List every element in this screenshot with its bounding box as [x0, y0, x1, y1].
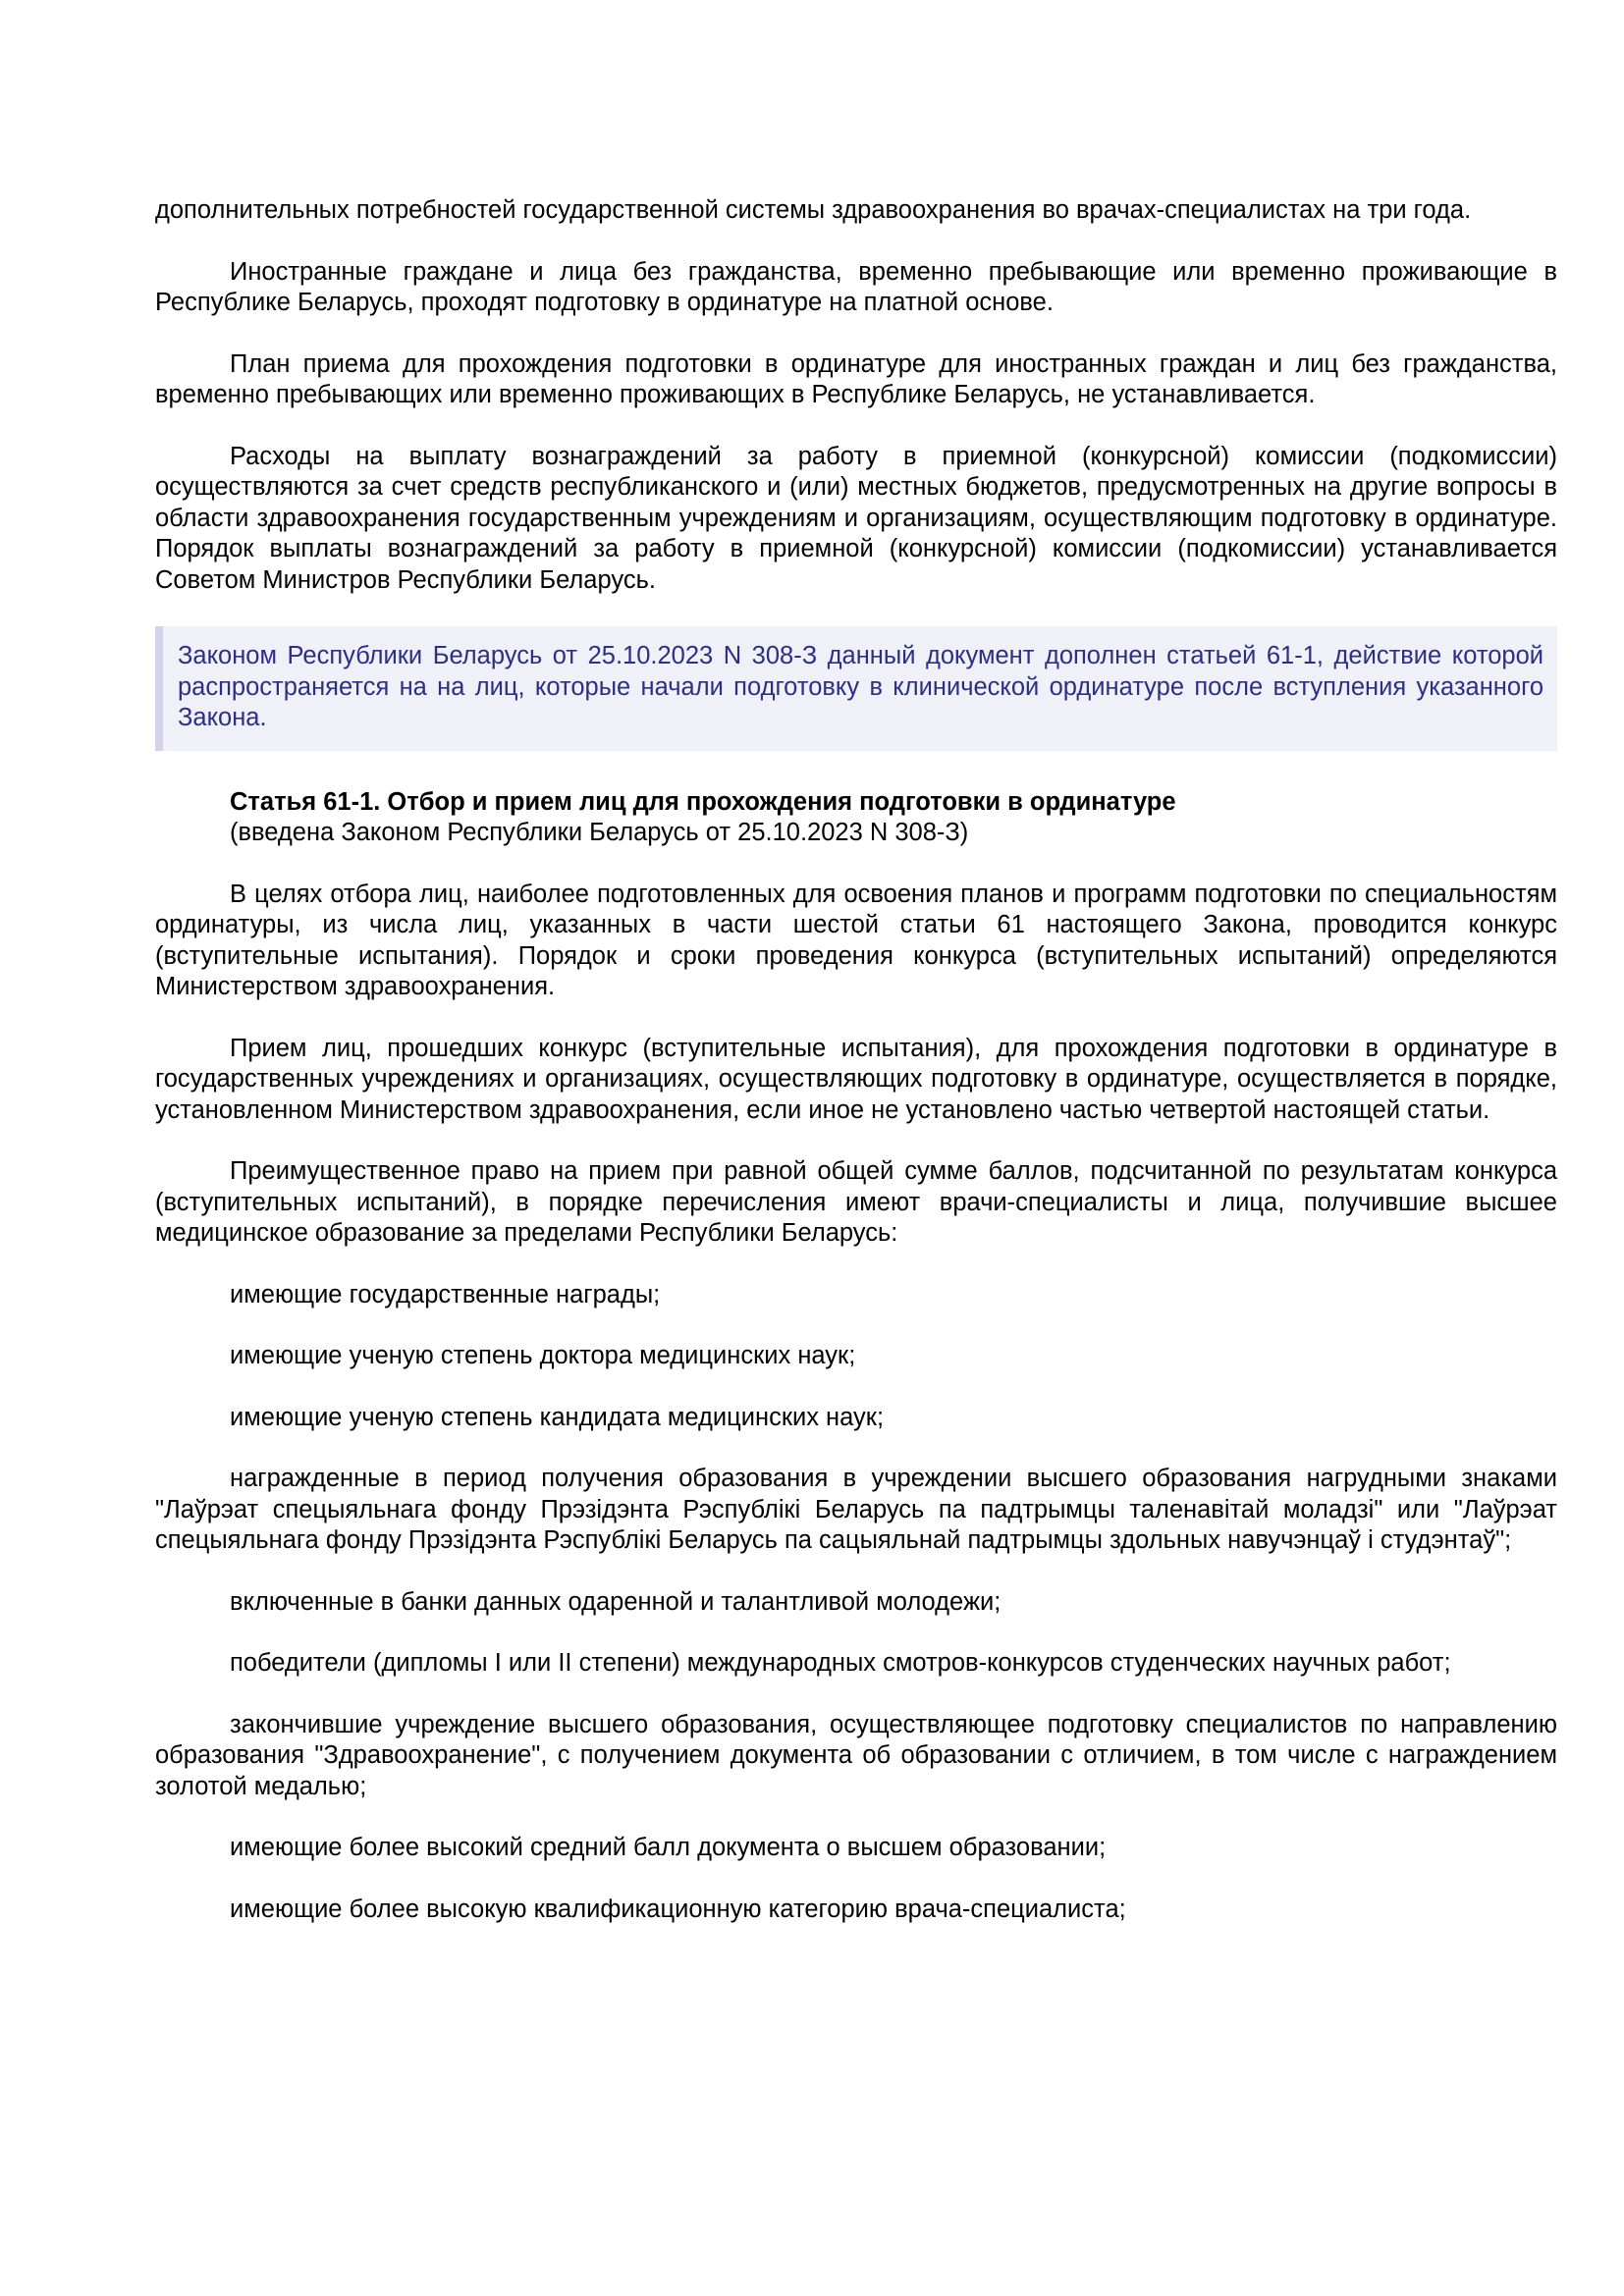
list-item: имеющие государственные награды;: [230, 1280, 661, 1308]
article-header: [155, 787, 1557, 849]
paragraph-admission-plan: План приема для прохождения подготовки в ординатуре для иностранных граждан и лиц без гражданства, временно пребывающих или временно проживающих в Республике Беларусь, не устанавливается.: [155, 349, 1557, 408]
article-subtitle: (введена Законом Республики Беларусь от 25.10.2023 N 308-З): [230, 819, 969, 846]
list-item: закончившие учреждение высшего образования, осуществляющее подготовку специалистов по направлению образования "Здравоохранение", с получением документа об образовании с отличием, в том числе с награждением золотой медалью;: [155, 1710, 1557, 1800]
list-item: имеющие ученую степень доктора медицинских наук;: [230, 1342, 856, 1369]
paragraph-foreign-citizens: Иностранные граждане и лица без гражданства, временно пребывающие или временно проживающие в Республике Беларусь, проходят подготовку в ординатуре на платной основе.: [155, 257, 1557, 316]
paragraph-continuation: дополнительных потребностей государственной системы здравоохранения во врачах-специалистах на три года.: [155, 196, 1472, 224]
paragraph-article-selection: В целях отбора лиц, наиболее подготовленных для освоения планов и программ подготовки по специальностям ординатуры, из числа лиц, указанных в части шестой статьи 61 настоящего Закона, проводится конкурс (вступительные испытания). Порядок и сроки проведения конкурса (вступительных испытаний) определяются Министерством здравоохранения.: [155, 880, 1557, 1000]
paragraph-article-admission: Прием лиц, прошедших конкурс (вступительные испытания), для прохождения подготовки в ординатуре в государственных учреждениях и организациях, осуществляющих подготовку в ординатуре, осуществляется в порядке, установленном Министерством здравоохранения, если иное не установлено частью четвертой настоящей статьи.: [155, 1034, 1557, 1124]
article-title: Статья 61-1. Отбор и прием лиц для прохождения подготовки в ординатуре: [230, 787, 1176, 816]
list-item: включенные в банки данных одаренной и талантливой молодежи;: [230, 1587, 1001, 1616]
amendment-note: Законом Республики Беларусь от 25.10.2023 N 308-З данный документ дополнен статьей 61-1, действие которой распространяется на на лиц, которые начали подготовку в клинической ординатуре после вступления указанного Закона.: [155, 626, 1557, 751]
document-page: [155, 195, 1557, 1955]
list-item: имеющие ученую степень кандидата медицинских наук;: [230, 1403, 885, 1431]
list-item: награжденные в период получения образования в учреждении высшего образования нагрудными знаками "Лаўрэат спецыяльнага фонду Прэзідэнта Рэспублікі Беларусь па падтрымцы таленавітай моладзі" или "Лаўрэат спецыяльнага фонду Прэзідэнта Рэспублікі Беларусь па сацыяльнай падтрымцы здольных навучэнцаў і студэнтаў";: [155, 1465, 1557, 1554]
list-item: имеющие более высокую квалификационную категорию врача-специалиста;: [230, 1895, 1126, 1923]
paragraph-commission-expenses: Расходы на выплату вознаграждений за работу в приемной (конкурсной) комиссии (подкомиссии) осуществляются за счет средств республиканского и (или) местных бюджетов, предусмотренных на другие вопросы в области здравоохранения государственным учреждениям и организациям, осуществляющим подготовку в ординатуре. Порядок выплаты вознаграждений за работу в приемной (конкурсной) комиссии (подкомиссии) устанавливается Советом Министров Республики Беларусь.: [155, 442, 1557, 594]
list-item: победители (дипломы I или II степени) международных смотров-конкурсов студенческих научных работ;: [230, 1649, 1451, 1677]
list-item: имеющие более высокий средний балл документа о высшем образовании;: [230, 1834, 1107, 1861]
paragraph-article-priority: Преимущественное право на прием при равной общей сумме баллов, подсчитанной по результатам конкурса (вступительных испытаний), в порядке перечисления имеют врачи-специалисты и лица, получившие высшее медицинское образование за пределами Республики Беларусь:: [155, 1157, 1557, 1247]
